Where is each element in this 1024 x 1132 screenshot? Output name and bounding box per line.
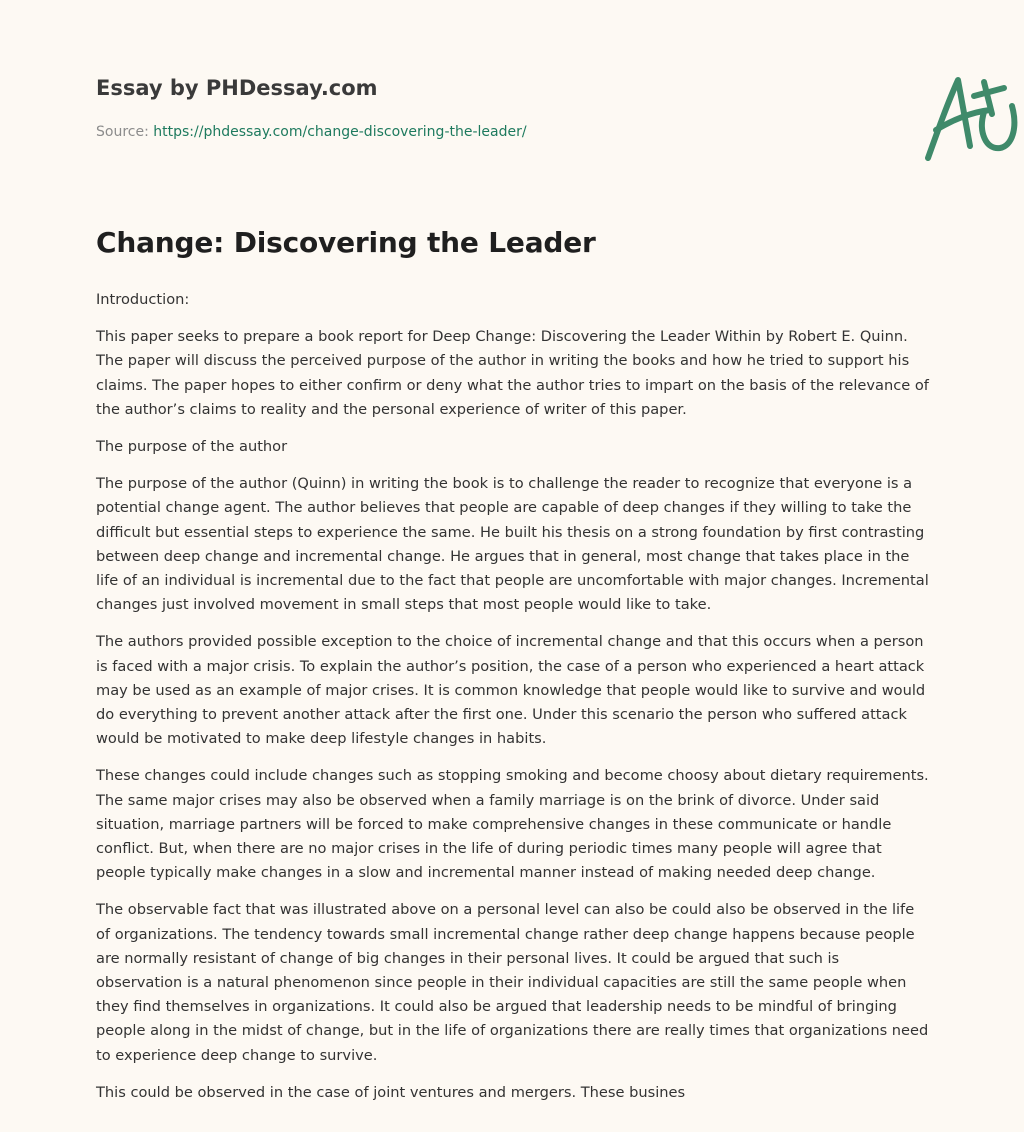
essay-title: Change: Discovering the Leader [96, 226, 596, 259]
a-plus-logo-icon [920, 66, 1024, 166]
essay-paragraph: These changes could include changes such as stopping smoking and become choosy about dietary requirements. The same major crises may also be observed when a family marriage is on the brink of divorce. Under said situation, marriage partners will be forced to make comprehensive changes in these communicate or handle conflict. But, when there are no major crises in the life of during periodic times many people will agree that people typically make changes in a slow and incremental manner instead of making needed deep change. [96, 767, 929, 882]
essay-paragraph: The purpose of the author (Quinn) in writing the book is to challenge the reader to recognize that everyone is a potential change agent. The author believes that people are capable of deep changes if they willing to take the difficult but essential steps to experience the same. He built his thesis on a strong foundation by first contrasting between deep change and incremental change. He argues that in general, most change that takes place in the life of an individual is incremental due to the fact that people are uncomfortable with major changes. Incremental changes just involved movement in small steps that most people would like to take. [96, 475, 929, 614]
essay-paragraph: Introduction: [96, 291, 190, 308]
source-label: Source: [96, 124, 154, 140]
essay-paragraph: The observable fact that was illustrated above on a personal level can also be could also be observed in the life of organizations. The tendency towards small incremental change rather deep change happens because people are normally resistant of change of big changes in their personal lives. It could be argued that such is observation is a natural phenomenon since people in their individual capacities are still the same people when they find themselves in organizations. It could also be argued that leadership needs to be mindful of bringing people along in the midst of change, but in the life of organizations there are really times that organizations need to experience deep change to survive. [96, 901, 929, 1064]
essay-paragraph: The purpose of the author [96, 438, 288, 456]
source-link[interactable]: https://phdessay.com/change-discovering-the-leader/ [153, 124, 527, 140]
essay-paragraph: The authors provided possible exception to the choice of incremental change and that this occurs when a person is faced with a major crisis. To explain the author’s position, the case of a person who experienced a heart attack may be used as an example of major crises. It is common knowledge that people would like to survive and would do everything to prevent another attack after the first one. Under this scenario the person who suffered attack would be motivated to make deep lifestyle changes in habits. [96, 633, 926, 748]
source-line [96, 124, 527, 140]
site-title: Essay by PHDessay.com [96, 76, 378, 100]
essay-body [96, 288, 930, 1118]
essay-paragraph: This could be observed in the case of joint ventures and mergers. These busines [96, 1083, 686, 1101]
essay-paragraph: This paper seeks to prepare a book report for Deep Change: Discovering the Leader Within by Robert E. Quinn. The paper will discuss the perceived purpose of the author in writing the books and how he tried to support his claims. The paper hopes to either confirm or deny what the author tries to impart on the basis of the relevance of the author’s claims to reality and the personal experience of writer of this paper. [96, 328, 929, 418]
